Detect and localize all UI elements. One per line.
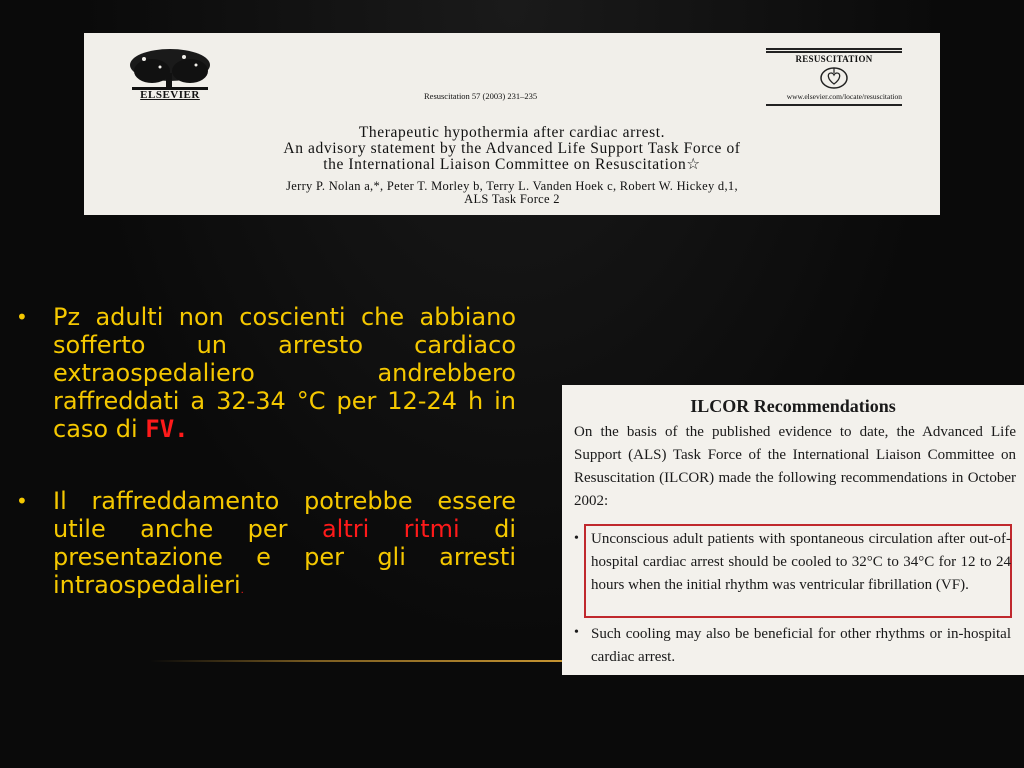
publisher-name: ELSEVIER <box>140 89 200 101</box>
bullet-text-after: di presentazione e per gli arresti intraospedalieri <box>53 515 516 599</box>
bullet-text: Pz adulti non coscienti che abbiano sofferto un arresto cardiaco extraospedaliero andrebbero raffreddati a 32-34 °C per 12-24 h in caso di <box>53 303 516 443</box>
bullet-highlight: FV. <box>145 415 189 443</box>
journal-url: www.elsevier.com/locate/resuscitation <box>786 92 902 101</box>
heart-lungs-icon <box>819 66 849 90</box>
ilcor-intro: On the basis of the published evidence to date, the Advanced Life Support (ALS) Task Force of the International Liaison Committee on Resuscitation (ILCOR) made the following recommendations in October 2002: <box>574 424 1016 509</box>
paper-title-line: Therapeutic hypothermia after cardiac arrest. <box>358 124 666 141</box>
journal-block <box>766 47 902 106</box>
authors-line: ALS Task Force 2 <box>464 192 560 206</box>
bullet-dot-icon: • <box>16 489 28 513</box>
bullet-text: Il raffreddamento potrebbe essere utile anche per <box>53 487 516 543</box>
ilcor-recommendation: Such cooling may also be beneficial for other rhythms or in-hospital cardiac arrest. <box>591 626 1011 665</box>
ilcor-title: ILCOR Recommendations <box>690 396 896 416</box>
bullet-dot-icon: • <box>574 531 579 546</box>
bullet-item <box>16 487 516 605</box>
ilcor-recommendation: Unconscious adult patients with spontaneous circulation after out-of-hospital cardiac arrest should be cooled to 32°C to 34°C for 12 to 24 hours when the initial rhythm was ventricular fibrillation (VF). <box>591 531 1011 593</box>
bullet-highlight: altri ritmi <box>321 515 460 543</box>
journal-name: RESUSCITATION <box>795 54 873 64</box>
citation: Resuscitation 57 (2003) 231–235 <box>424 91 538 101</box>
paper-title-line: An advisory statement by the Advanced Life Support Task Force of <box>283 140 741 157</box>
authors-line: Jerry P. Nolan a,*, Peter T. Morley b, Terry L. Vanden Hoek c, Robert W. Hickey d,1, <box>286 179 738 193</box>
paper-title-line: the International Liaison Committee on Resuscitation☆ <box>323 156 701 173</box>
bullet-list <box>16 303 516 605</box>
bullet-dot-icon: • <box>574 625 579 640</box>
paper-header-image <box>84 33 940 215</box>
ilcor-recommendations-image <box>562 385 1024 675</box>
paper-title <box>84 125 940 173</box>
gold-divider <box>150 660 570 662</box>
bullet-dot-icon: • <box>16 305 28 329</box>
authors <box>84 180 940 206</box>
bullet-trailing: . <box>240 585 244 596</box>
bullet-item <box>16 303 516 443</box>
